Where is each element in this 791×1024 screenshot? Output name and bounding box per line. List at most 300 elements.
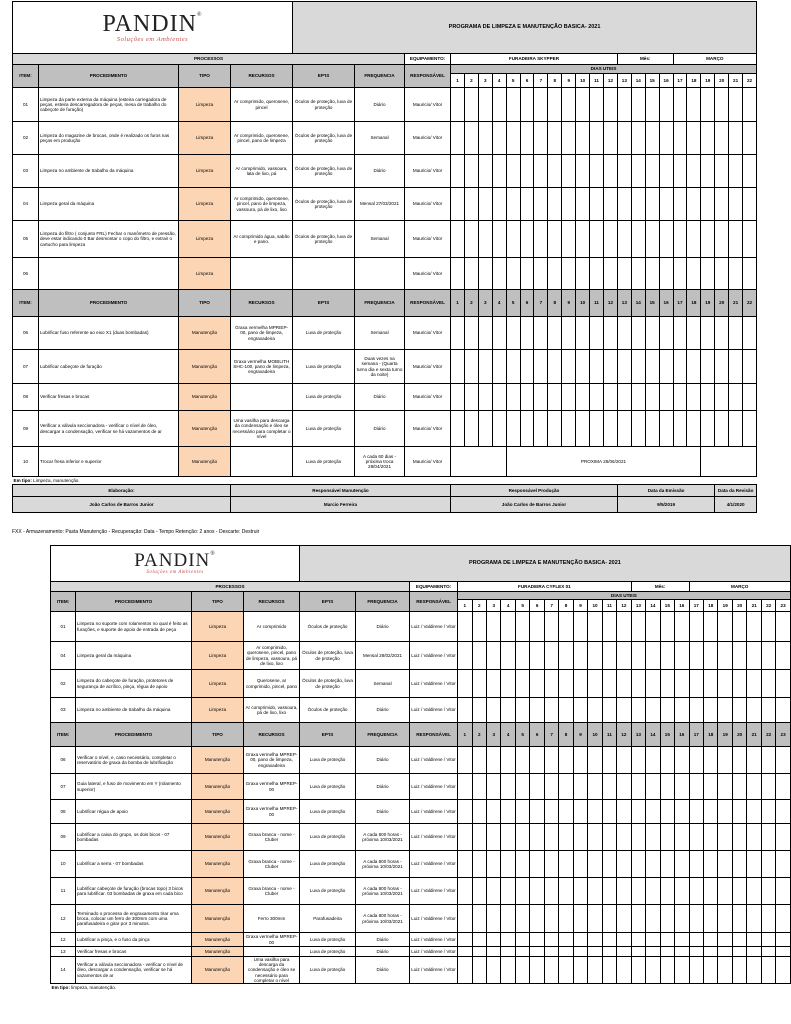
day-checkbox-cell[interactable] — [604, 411, 618, 447]
day-checkbox-cell[interactable] — [687, 155, 701, 188]
day-checkbox-cell[interactable] — [617, 905, 631, 933]
day-checkbox-cell[interactable] — [729, 411, 743, 447]
day-checkbox-cell[interactable] — [645, 221, 659, 258]
day-checkbox-cell[interactable] — [689, 933, 703, 947]
day-checkbox-cell[interactable] — [747, 824, 761, 851]
day-checkbox-cell[interactable] — [675, 933, 689, 947]
day-checkbox-cell[interactable] — [458, 824, 472, 851]
day-checkbox-cell[interactable] — [761, 905, 775, 933]
day-checkbox-cell[interactable] — [501, 878, 515, 905]
day-checkbox-cell[interactable] — [646, 851, 660, 878]
day-checkbox-cell[interactable] — [486, 747, 500, 774]
day-checkbox-cell[interactable] — [729, 155, 743, 188]
day-checkbox-cell[interactable] — [530, 670, 544, 698]
day-checkbox-cell[interactable] — [472, 851, 486, 878]
day-checkbox-cell[interactable] — [590, 258, 604, 290]
day-checkbox-cell[interactable] — [631, 800, 645, 824]
day-checkbox-cell[interactable] — [645, 317, 659, 350]
day-checkbox-cell[interactable] — [761, 800, 775, 824]
day-checkbox-cell[interactable] — [544, 824, 558, 851]
day-checkbox-cell[interactable] — [590, 122, 604, 155]
day-checkbox-cell[interactable] — [729, 350, 743, 384]
day-checkbox-cell[interactable] — [659, 188, 673, 221]
day-checkbox-cell[interactable] — [451, 88, 465, 122]
day-checkbox-cell[interactable] — [761, 670, 775, 698]
day-checkbox-cell[interactable] — [747, 957, 761, 984]
day-checkbox-cell[interactable] — [718, 851, 732, 878]
day-checkbox-cell[interactable] — [478, 317, 492, 350]
day-checkbox-cell[interactable] — [588, 824, 602, 851]
day-checkbox-cell[interactable] — [602, 670, 616, 698]
day-checkbox-cell[interactable] — [562, 155, 576, 188]
day-checkbox-cell[interactable] — [747, 878, 761, 905]
day-checkbox-cell[interactable] — [675, 642, 689, 670]
day-checkbox-cell[interactable] — [486, 670, 500, 698]
day-checkbox-cell[interactable] — [515, 851, 529, 878]
day-checkbox-cell[interactable] — [729, 88, 743, 122]
day-checkbox-cell[interactable] — [617, 188, 631, 221]
day-checkbox-cell[interactable] — [520, 188, 534, 221]
day-checkbox-cell[interactable] — [673, 188, 687, 221]
day-checkbox-cell[interactable] — [776, 670, 790, 698]
day-checkbox-cell[interactable] — [573, 851, 587, 878]
day-checkbox-cell[interactable] — [501, 851, 515, 878]
day-checkbox-cell[interactable] — [776, 698, 790, 723]
day-checkbox-cell[interactable] — [776, 905, 790, 933]
day-checkbox-cell[interactable] — [464, 350, 478, 384]
day-checkbox-cell[interactable] — [718, 824, 732, 851]
day-checkbox-cell[interactable] — [472, 933, 486, 947]
day-checkbox-cell[interactable] — [559, 670, 573, 698]
day-checkbox-cell[interactable] — [588, 774, 602, 800]
day-checkbox-cell[interactable] — [732, 800, 746, 824]
day-checkbox-cell[interactable] — [501, 800, 515, 824]
day-checkbox-cell[interactable] — [559, 957, 573, 984]
day-checkbox-cell[interactable] — [673, 88, 687, 122]
day-checkbox-cell[interactable] — [718, 800, 732, 824]
day-checkbox-cell[interactable] — [704, 851, 718, 878]
day-checkbox-cell[interactable] — [548, 350, 562, 384]
day-checkbox-cell[interactable] — [478, 188, 492, 221]
day-checkbox-cell[interactable] — [718, 957, 732, 984]
day-checkbox-cell[interactable] — [701, 258, 715, 290]
day-checkbox-cell[interactable] — [646, 878, 660, 905]
day-checkbox-cell[interactable] — [458, 947, 472, 957]
day-checkbox-cell[interactable] — [573, 878, 587, 905]
day-checkbox-cell[interactable] — [515, 800, 529, 824]
day-checkbox-cell[interactable] — [687, 411, 701, 447]
day-checkbox-cell[interactable] — [747, 774, 761, 800]
day-checkbox-cell[interactable] — [687, 384, 701, 411]
day-checkbox-cell[interactable] — [602, 800, 616, 824]
day-checkbox-cell[interactable] — [645, 155, 659, 188]
day-checkbox-cell[interactable] — [492, 88, 506, 122]
day-checkbox-cell[interactable] — [559, 612, 573, 642]
day-checkbox-cell[interactable] — [617, 258, 631, 290]
day-checkbox-cell[interactable] — [534, 258, 548, 290]
day-checkbox-cell[interactable] — [602, 698, 616, 723]
day-checkbox-cell[interactable] — [646, 642, 660, 670]
day-checkbox-cell[interactable] — [689, 947, 703, 957]
day-checkbox-cell[interactable] — [478, 350, 492, 384]
day-checkbox-cell[interactable] — [576, 122, 590, 155]
day-checkbox-cell[interactable] — [501, 905, 515, 933]
day-checkbox-cell[interactable] — [458, 851, 472, 878]
day-checkbox-cell[interactable] — [747, 933, 761, 947]
day-checkbox-cell[interactable] — [704, 670, 718, 698]
day-checkbox-cell[interactable] — [761, 947, 775, 957]
day-checkbox-cell[interactable] — [530, 957, 544, 984]
day-checkbox-cell[interactable] — [544, 698, 558, 723]
day-checkbox-cell[interactable] — [660, 747, 674, 774]
day-checkbox-cell[interactable] — [617, 670, 631, 698]
day-checkbox-cell[interactable] — [776, 957, 790, 984]
day-checkbox-cell[interactable] — [478, 411, 492, 447]
day-checkbox-cell[interactable] — [590, 221, 604, 258]
day-checkbox-cell[interactable] — [588, 642, 602, 670]
day-checkbox-cell[interactable] — [631, 384, 645, 411]
day-checkbox-cell[interactable] — [559, 851, 573, 878]
day-checkbox-cell[interactable] — [659, 317, 673, 350]
day-checkbox-cell[interactable] — [559, 747, 573, 774]
day-checkbox-cell[interactable] — [704, 747, 718, 774]
day-checkbox-cell[interactable] — [701, 384, 715, 411]
day-checkbox-cell[interactable] — [534, 411, 548, 447]
day-checkbox-cell[interactable] — [520, 122, 534, 155]
day-checkbox-cell[interactable] — [472, 824, 486, 851]
day-checkbox-cell[interactable] — [602, 878, 616, 905]
day-checkbox-cell[interactable] — [776, 824, 790, 851]
day-checkbox-cell[interactable] — [689, 747, 703, 774]
day-checkbox-cell[interactable] — [604, 155, 618, 188]
day-checkbox-cell[interactable] — [659, 384, 673, 411]
day-checkbox-cell[interactable] — [464, 188, 478, 221]
day-checkbox-cell[interactable] — [660, 824, 674, 851]
day-checkbox-cell[interactable] — [562, 317, 576, 350]
day-checkbox-cell[interactable] — [631, 188, 645, 221]
day-checkbox-cell[interactable] — [646, 698, 660, 723]
day-checkbox-cell[interactable] — [604, 88, 618, 122]
day-checkbox-cell[interactable] — [515, 824, 529, 851]
day-checkbox-cell[interactable] — [548, 258, 562, 290]
day-checkbox-cell[interactable] — [732, 824, 746, 851]
day-checkbox-cell[interactable] — [576, 155, 590, 188]
day-checkbox-cell[interactable] — [590, 350, 604, 384]
day-checkbox-cell[interactable] — [544, 612, 558, 642]
day-checkbox-cell[interactable] — [729, 258, 743, 290]
day-checkbox-cell[interactable] — [506, 122, 520, 155]
day-checkbox-cell[interactable] — [534, 188, 548, 221]
day-checkbox-cell[interactable] — [544, 670, 558, 698]
day-checkbox-cell[interactable] — [530, 878, 544, 905]
day-checkbox-cell[interactable] — [689, 774, 703, 800]
day-checkbox-cell[interactable] — [645, 350, 659, 384]
day-checkbox-cell[interactable] — [743, 317, 757, 350]
day-checkbox-cell[interactable] — [534, 155, 548, 188]
day-checkbox-cell[interactable] — [588, 670, 602, 698]
day-checkbox-cell[interactable] — [617, 957, 631, 984]
day-checkbox-cell[interactable] — [451, 188, 465, 221]
day-checkbox-cell[interactable] — [645, 188, 659, 221]
day-checkbox-cell[interactable] — [761, 824, 775, 851]
day-checkbox-cell[interactable] — [506, 258, 520, 290]
day-checkbox-cell[interactable] — [743, 188, 757, 221]
day-checkbox-cell[interactable] — [747, 670, 761, 698]
day-checkbox-cell[interactable] — [761, 698, 775, 723]
day-checkbox-cell[interactable] — [458, 698, 472, 723]
day-checkbox-cell[interactable] — [562, 411, 576, 447]
day-checkbox-cell[interactable] — [492, 155, 506, 188]
day-checkbox-cell[interactable] — [673, 258, 687, 290]
day-checkbox-cell[interactable] — [486, 905, 500, 933]
day-checkbox-cell[interactable] — [747, 851, 761, 878]
day-checkbox-cell[interactable] — [776, 851, 790, 878]
day-checkbox-cell[interactable] — [464, 384, 478, 411]
day-checkbox-cell[interactable] — [590, 155, 604, 188]
day-checkbox-cell[interactable] — [559, 800, 573, 824]
day-checkbox-cell[interactable] — [602, 824, 616, 851]
day-checkbox-cell[interactable] — [761, 612, 775, 642]
day-checkbox-cell[interactable] — [701, 88, 715, 122]
day-checkbox-cell[interactable] — [617, 122, 631, 155]
day-checkbox-cell[interactable] — [501, 670, 515, 698]
day-checkbox-cell[interactable] — [660, 947, 674, 957]
day-checkbox-cell[interactable] — [486, 933, 500, 947]
day-checkbox-cell[interactable] — [544, 774, 558, 800]
day-checkbox-cell[interactable] — [458, 933, 472, 947]
day-checkbox-cell[interactable] — [464, 122, 478, 155]
day-checkbox-cell[interactable] — [464, 258, 478, 290]
day-checkbox-cell[interactable] — [472, 774, 486, 800]
day-checkbox-cell[interactable] — [451, 384, 465, 411]
day-checkbox-cell[interactable] — [520, 221, 534, 258]
day-checkbox-cell[interactable] — [562, 221, 576, 258]
day-checkbox-cell[interactable] — [602, 905, 616, 933]
day-checkbox-cell[interactable] — [548, 411, 562, 447]
day-checkbox-cell[interactable] — [732, 851, 746, 878]
day-checkbox-cell[interactable] — [704, 824, 718, 851]
day-checkbox-cell[interactable] — [576, 188, 590, 221]
day-checkbox-cell[interactable] — [588, 933, 602, 947]
day-checkbox-cell[interactable] — [673, 221, 687, 258]
day-checkbox-cell[interactable] — [464, 155, 478, 188]
day-checkbox-cell[interactable] — [576, 350, 590, 384]
day-checkbox-cell[interactable] — [761, 957, 775, 984]
day-checkbox-cell[interactable] — [747, 747, 761, 774]
day-checkbox-cell[interactable] — [576, 384, 590, 411]
day-checkbox-cell[interactable] — [602, 747, 616, 774]
day-checkbox-cell[interactable] — [520, 411, 534, 447]
day-checkbox-cell[interactable] — [486, 824, 500, 851]
day-checkbox-cell[interactable] — [562, 122, 576, 155]
day-checkbox-cell[interactable] — [660, 698, 674, 723]
day-checkbox-cell[interactable] — [472, 642, 486, 670]
day-checkbox-cell[interactable] — [675, 947, 689, 957]
day-checkbox-cell[interactable] — [506, 155, 520, 188]
day-checkbox-cell[interactable] — [660, 670, 674, 698]
day-checkbox-cell[interactable] — [576, 258, 590, 290]
day-checkbox-cell[interactable] — [548, 384, 562, 411]
day-checkbox-cell[interactable] — [715, 411, 729, 447]
day-checkbox-cell[interactable] — [617, 824, 631, 851]
day-checkbox-cell[interactable] — [458, 905, 472, 933]
day-checkbox-cell[interactable] — [660, 878, 674, 905]
day-checkbox-cell[interactable] — [732, 642, 746, 670]
day-checkbox-cell[interactable] — [704, 800, 718, 824]
day-checkbox-cell[interactable] — [515, 947, 529, 957]
day-checkbox-cell[interactable] — [718, 878, 732, 905]
day-checkbox-cell[interactable] — [660, 851, 674, 878]
day-checkbox-cell[interactable] — [604, 317, 618, 350]
day-checkbox-cell[interactable] — [689, 878, 703, 905]
day-checkbox-cell[interactable] — [645, 384, 659, 411]
day-checkbox-cell[interactable] — [573, 824, 587, 851]
day-checkbox-cell[interactable] — [478, 155, 492, 188]
day-checkbox-cell[interactable] — [515, 933, 529, 947]
day-checkbox-cell[interactable] — [604, 258, 618, 290]
day-checkbox-cell[interactable] — [675, 612, 689, 642]
day-checkbox-cell[interactable] — [715, 221, 729, 258]
day-checkbox-cell[interactable] — [590, 88, 604, 122]
day-checkbox-cell[interactable] — [675, 851, 689, 878]
day-checkbox-cell[interactable] — [761, 774, 775, 800]
day-checkbox-cell[interactable] — [689, 824, 703, 851]
day-checkbox-cell[interactable] — [617, 411, 631, 447]
day-checkbox-cell[interactable] — [689, 957, 703, 984]
day-checkbox-cell[interactable] — [588, 698, 602, 723]
day-checkbox-cell[interactable] — [617, 612, 631, 642]
day-checkbox-cell[interactable] — [732, 774, 746, 800]
day-checkbox-cell[interactable] — [732, 905, 746, 933]
day-checkbox-cell[interactable] — [646, 612, 660, 642]
day-checkbox-cell[interactable] — [451, 411, 465, 447]
day-checkbox-cell[interactable] — [743, 122, 757, 155]
day-checkbox-cell[interactable] — [673, 384, 687, 411]
day-checkbox-cell[interactable] — [675, 905, 689, 933]
day-checkbox-cell[interactable] — [646, 947, 660, 957]
day-checkbox-cell[interactable] — [501, 698, 515, 723]
day-checkbox-cell[interactable] — [492, 350, 506, 384]
day-checkbox-cell[interactable] — [451, 155, 465, 188]
day-checkbox-cell[interactable] — [530, 800, 544, 824]
day-checkbox-cell[interactable] — [645, 88, 659, 122]
day-checkbox-cell[interactable] — [506, 221, 520, 258]
day-checkbox-cell[interactable] — [604, 188, 618, 221]
day-checkbox-cell[interactable] — [646, 800, 660, 824]
day-checkbox-cell[interactable] — [472, 800, 486, 824]
day-checkbox-cell[interactable] — [573, 947, 587, 957]
day-checkbox-cell[interactable] — [544, 851, 558, 878]
day-checkbox-cell[interactable] — [617, 933, 631, 947]
day-checkbox-cell[interactable] — [704, 933, 718, 947]
day-checkbox-cell[interactable] — [689, 851, 703, 878]
day-checkbox-cell[interactable] — [602, 851, 616, 878]
day-checkbox-cell[interactable] — [501, 612, 515, 642]
day-checkbox-cell[interactable] — [631, 698, 645, 723]
day-checkbox-cell[interactable] — [631, 824, 645, 851]
day-checkbox-cell[interactable] — [747, 800, 761, 824]
day-checkbox-cell[interactable] — [729, 188, 743, 221]
day-checkbox-cell[interactable] — [506, 411, 520, 447]
day-checkbox-cell[interactable] — [451, 258, 465, 290]
day-checkbox-cell[interactable] — [701, 221, 715, 258]
day-checkbox-cell[interactable] — [732, 933, 746, 947]
day-checkbox-cell[interactable] — [534, 122, 548, 155]
day-checkbox-cell[interactable] — [675, 800, 689, 824]
day-checkbox-cell[interactable] — [559, 642, 573, 670]
day-checkbox-cell[interactable] — [743, 384, 757, 411]
day-checkbox-cell[interactable] — [631, 317, 645, 350]
day-checkbox-cell[interactable] — [486, 947, 500, 957]
day-checkbox-cell[interactable] — [530, 905, 544, 933]
day-checkbox-cell[interactable] — [520, 88, 534, 122]
day-checkbox-cell[interactable] — [506, 88, 520, 122]
day-checkbox-cell[interactable] — [604, 350, 618, 384]
day-checkbox-cell[interactable] — [520, 350, 534, 384]
day-checkbox-cell[interactable] — [617, 642, 631, 670]
day-checkbox-cell[interactable] — [660, 612, 674, 642]
day-checkbox-cell[interactable] — [602, 774, 616, 800]
day-checkbox-cell[interactable] — [451, 317, 465, 350]
day-checkbox-cell[interactable] — [458, 670, 472, 698]
day-checkbox-cell[interactable] — [747, 947, 761, 957]
day-checkbox-cell[interactable] — [631, 957, 645, 984]
day-checkbox-cell[interactable] — [588, 800, 602, 824]
day-checkbox-cell[interactable] — [573, 642, 587, 670]
day-checkbox-cell[interactable] — [743, 221, 757, 258]
day-checkbox-cell[interactable] — [718, 933, 732, 947]
day-checkbox-cell[interactable] — [701, 155, 715, 188]
day-checkbox-cell[interactable] — [687, 258, 701, 290]
day-checkbox-cell[interactable] — [604, 384, 618, 411]
day-checkbox-cell[interactable] — [646, 933, 660, 947]
day-checkbox-cell[interactable] — [562, 188, 576, 221]
day-checkbox-cell[interactable] — [718, 774, 732, 800]
day-checkbox-cell[interactable] — [458, 642, 472, 670]
day-checkbox-cell[interactable] — [590, 317, 604, 350]
day-checkbox-cell[interactable] — [520, 317, 534, 350]
day-checkbox-cell[interactable] — [631, 947, 645, 957]
day-checkbox-cell[interactable] — [761, 747, 775, 774]
day-checkbox-cell[interactable] — [673, 411, 687, 447]
day-checkbox-cell[interactable] — [747, 905, 761, 933]
day-checkbox-cell[interactable] — [458, 612, 472, 642]
day-checkbox-cell[interactable] — [559, 905, 573, 933]
day-checkbox-cell[interactable] — [715, 258, 729, 290]
day-checkbox-cell[interactable] — [501, 747, 515, 774]
day-checkbox-cell[interactable] — [534, 384, 548, 411]
day-checkbox-cell[interactable] — [559, 824, 573, 851]
day-checkbox-cell[interactable] — [631, 411, 645, 447]
day-checkbox-cell[interactable] — [718, 905, 732, 933]
day-checkbox-cell[interactable] — [472, 905, 486, 933]
day-checkbox-cell[interactable] — [501, 774, 515, 800]
day-checkbox-cell[interactable] — [472, 947, 486, 957]
day-checkbox-cell[interactable] — [492, 188, 506, 221]
day-checkbox-cell[interactable] — [559, 933, 573, 947]
day-checkbox-cell[interactable] — [631, 851, 645, 878]
day-checkbox-cell[interactable] — [732, 612, 746, 642]
day-checkbox-cell[interactable] — [646, 905, 660, 933]
day-checkbox-cell[interactable] — [486, 612, 500, 642]
day-checkbox-cell[interactable] — [472, 612, 486, 642]
day-checkbox-cell[interactable] — [645, 411, 659, 447]
day-checkbox-cell[interactable] — [732, 878, 746, 905]
day-checkbox-cell[interactable] — [544, 957, 558, 984]
day-checkbox-cell[interactable] — [660, 800, 674, 824]
day-checkbox-cell[interactable] — [458, 957, 472, 984]
day-checkbox-cell[interactable] — [617, 350, 631, 384]
